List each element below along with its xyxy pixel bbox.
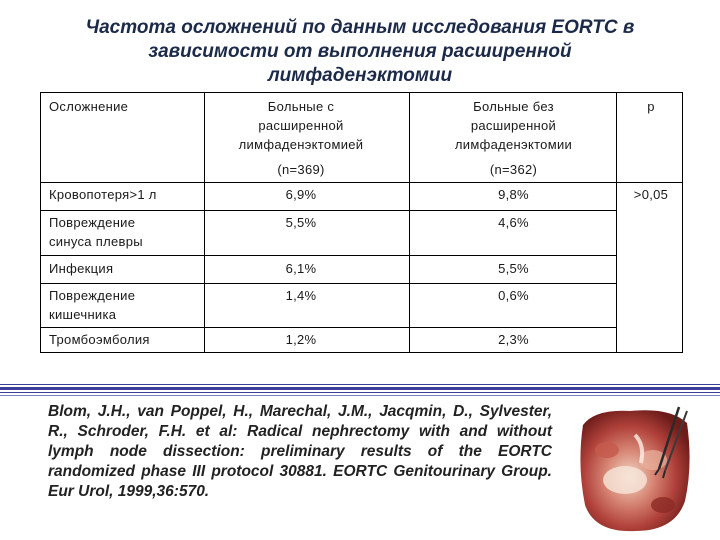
table-divider [41, 255, 616, 256]
value-without: 2,3% [498, 332, 529, 347]
stripe-line [0, 395, 720, 396]
row-label [49, 286, 199, 324]
table-divider [41, 210, 616, 211]
header-with-lymphadenectomy [216, 97, 386, 179]
header-without-n: (n=362) [489, 162, 538, 177]
table-divider [41, 283, 616, 284]
row-label-line-1: Повреждение [49, 215, 136, 230]
stripe-line [0, 392, 720, 393]
header-without-line-2: расширенной [470, 118, 557, 133]
row-label-line-2: кишечника [49, 307, 117, 322]
header-with-line-3: лимфаденэктомией [238, 137, 364, 152]
row-label-line-2: синуса плевры [49, 234, 143, 249]
header-without-line-3: лимфаденэктомии [454, 137, 573, 152]
table-divider [204, 93, 205, 352]
table-divider [409, 93, 410, 352]
value-without: 5,5% [498, 261, 529, 276]
title-line-1: Частота осложнений по данным исследования EORTC в [85, 17, 635, 38]
complications-table [40, 92, 683, 353]
row-label: Инфекция [49, 261, 114, 276]
value-with: 6,1% [285, 261, 317, 276]
stripe-line [0, 384, 720, 385]
value-without: 9,8% [498, 187, 529, 202]
header-complication: Осложнение [49, 99, 129, 114]
value-without: 4,6% [498, 215, 529, 230]
header-with-line-1: Больные с [267, 99, 335, 114]
row-label: Тромбоэмболия [49, 332, 150, 347]
header-without-lymphadenectomy [426, 97, 601, 179]
row-label: Кровопотеря>1 л [49, 187, 157, 202]
header-with-n: (n=369) [277, 162, 325, 177]
header-without-line-1: Больные без [473, 99, 554, 114]
citation-text: Blom, J.H., van Poppel, H., Marechal, J.M., Jacqmin, D., Sylvester, R., Schroder, F.H. et al: Radical nephrectomy with and without lymph node dissection: preliminary results of the EORTC randomized phase III protocol 30881. EORTC Genitourinary Group. Eur Urol, 1999,36:570. [48, 403, 552, 500]
stripe-line [0, 387, 720, 390]
row-label-line-1: Повреждение [49, 288, 136, 303]
row-label [49, 213, 199, 251]
table-divider [41, 182, 616, 183]
slide-title [40, 16, 680, 88]
table-divider [616, 182, 682, 183]
table-divider [616, 93, 617, 352]
p-value: >0,05 [633, 187, 669, 202]
title-line-3: лимфаденэктомии [267, 65, 453, 86]
title-line-2: зависимости от выполнения расширенной [148, 41, 572, 62]
table-divider [41, 327, 616, 328]
value-with: 1,4% [285, 288, 317, 303]
value-without: 0,6% [498, 288, 529, 303]
value-with: 1,2% [285, 332, 317, 347]
header-with-line-2: расширенной [258, 118, 344, 133]
value-with: 5,5% [285, 215, 317, 230]
surgical-photo [575, 405, 695, 535]
header-p: p [647, 99, 655, 114]
value-with: 6,9% [285, 187, 317, 202]
